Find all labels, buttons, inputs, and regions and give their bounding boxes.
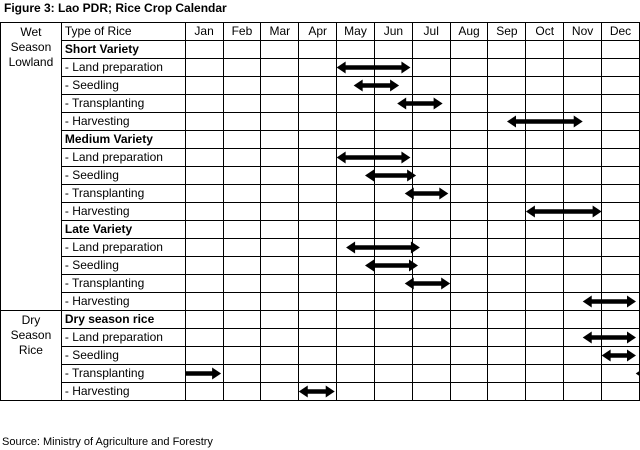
month-cell (602, 59, 640, 77)
month-cell (488, 77, 526, 95)
month-cell (526, 185, 564, 203)
activity-label: - Land preparation (61, 239, 185, 257)
month-cell (602, 203, 640, 221)
month-cell (564, 329, 602, 347)
month-cell (223, 257, 261, 275)
month-cell (602, 311, 640, 329)
month-cell (450, 329, 488, 347)
month-cell (223, 239, 261, 257)
month-cell (412, 59, 450, 77)
month-cell (261, 41, 299, 59)
month-cell (412, 257, 450, 275)
month-cell (299, 293, 337, 311)
month-cell (374, 203, 412, 221)
type-of-rice-header: Type of Rice (61, 23, 185, 41)
month-cell (450, 131, 488, 149)
month-cell (412, 221, 450, 239)
month-cell (261, 257, 299, 275)
month-cell (223, 41, 261, 59)
activity-row (1, 95, 640, 113)
activity-label: - Transplanting (61, 275, 185, 293)
month-cell (299, 221, 337, 239)
month-cell (488, 329, 526, 347)
month-cell (412, 347, 450, 365)
month-cell (299, 113, 337, 131)
month-cell (450, 167, 488, 185)
month-cell (299, 203, 337, 221)
month-cell (299, 365, 337, 383)
month-cell (299, 59, 337, 77)
month-cell (337, 113, 375, 131)
activity-row (1, 239, 640, 257)
month-cell (374, 329, 412, 347)
month-cell (185, 95, 223, 113)
month-cell (564, 383, 602, 401)
month-cell (450, 383, 488, 401)
month-cell (564, 77, 602, 95)
month-cell (412, 167, 450, 185)
month-cell (261, 167, 299, 185)
month-cell (374, 167, 412, 185)
activity-row (1, 347, 640, 365)
month-cell (602, 275, 640, 293)
month-cell (223, 347, 261, 365)
month-cell (261, 275, 299, 293)
activity-label: - Seedling (61, 167, 185, 185)
month-cell (374, 77, 412, 95)
activity-row (1, 257, 640, 275)
month-cell (185, 167, 223, 185)
activity-label: - Seedling (61, 347, 185, 365)
figure-title: Figure 3: Lao PDR; Rice Crop Calendar (4, 1, 227, 15)
month-cell (337, 77, 375, 95)
month-cell (337, 383, 375, 401)
month-cell (526, 77, 564, 95)
month-cell (602, 113, 640, 131)
month-cell (602, 167, 640, 185)
month-cell (564, 239, 602, 257)
activity-row (1, 113, 640, 131)
month-cell (526, 365, 564, 383)
activity-row (1, 59, 640, 77)
month-header-may: May (337, 23, 375, 41)
month-cell (374, 41, 412, 59)
month-cell (564, 149, 602, 167)
activity-row (1, 167, 640, 185)
month-cell (602, 185, 640, 203)
month-cell (261, 77, 299, 95)
month-cell (261, 239, 299, 257)
month-cell (488, 59, 526, 77)
month-cell (185, 293, 223, 311)
month-cell (450, 77, 488, 95)
activity-label: - Harvesting (61, 293, 185, 311)
month-header-mar: Mar (261, 23, 299, 41)
month-cell (526, 59, 564, 77)
variety-label: Dry season rice (61, 311, 185, 329)
month-cell (337, 365, 375, 383)
month-cell (450, 203, 488, 221)
month-cell (374, 293, 412, 311)
month-cell (374, 149, 412, 167)
month-cell (337, 221, 375, 239)
month-cell (526, 203, 564, 221)
crop-calendar-table (0, 22, 640, 401)
month-cell (185, 383, 223, 401)
month-cell (526, 95, 564, 113)
activity-label: - Land preparation (61, 149, 185, 167)
month-cell (185, 311, 223, 329)
month-header-sep: Sep (488, 23, 526, 41)
month-cell (526, 149, 564, 167)
month-header-feb: Feb (223, 23, 261, 41)
month-cell (261, 383, 299, 401)
season-label: Wet Season Lowland (1, 23, 62, 311)
month-cell (337, 257, 375, 275)
month-cell (412, 311, 450, 329)
month-cell (488, 257, 526, 275)
month-cell (299, 329, 337, 347)
month-cell (488, 113, 526, 131)
month-cell (526, 275, 564, 293)
month-cell (602, 221, 640, 239)
month-cell (185, 329, 223, 347)
month-cell (602, 239, 640, 257)
month-cell (564, 185, 602, 203)
month-cell (261, 221, 299, 239)
month-cell (299, 311, 337, 329)
month-cell (412, 329, 450, 347)
month-cell (223, 203, 261, 221)
activity-row (1, 293, 640, 311)
month-cell (374, 311, 412, 329)
month-cell (299, 77, 337, 95)
month-cell (185, 347, 223, 365)
month-header-nov: Nov (564, 23, 602, 41)
month-cell (602, 293, 640, 311)
month-cell (337, 167, 375, 185)
month-cell (261, 131, 299, 149)
month-cell (223, 131, 261, 149)
month-cell (488, 347, 526, 365)
season-label: Dry Season Rice (1, 311, 62, 401)
month-cell (299, 41, 337, 59)
month-cell (526, 347, 564, 365)
month-cell (299, 185, 337, 203)
month-cell (223, 149, 261, 167)
month-cell (602, 257, 640, 275)
month-cell (337, 41, 375, 59)
activity-label: - Transplanting (61, 185, 185, 203)
month-cell (526, 311, 564, 329)
month-cell (450, 275, 488, 293)
month-cell (488, 41, 526, 59)
source-note: Source: Ministry of Agriculture and Forestry (2, 436, 213, 448)
activity-row (1, 275, 640, 293)
month-cell (185, 365, 223, 383)
month-cell (374, 113, 412, 131)
month-cell (488, 131, 526, 149)
month-cell (526, 239, 564, 257)
month-cell (412, 185, 450, 203)
month-cell (450, 149, 488, 167)
month-cell (261, 329, 299, 347)
month-cell (412, 275, 450, 293)
month-cell (185, 41, 223, 59)
month-cell (412, 41, 450, 59)
month-cell (337, 59, 375, 77)
month-cell (526, 167, 564, 185)
month-cell (450, 113, 488, 131)
activity-row (1, 203, 640, 221)
month-header-aug: Aug (450, 23, 488, 41)
month-cell (337, 203, 375, 221)
month-cell (602, 347, 640, 365)
month-cell (337, 131, 375, 149)
month-cell (450, 293, 488, 311)
month-cell (261, 149, 299, 167)
month-cell (450, 311, 488, 329)
activity-row (1, 383, 640, 401)
month-cell (185, 203, 223, 221)
month-cell (450, 41, 488, 59)
month-cell (602, 77, 640, 95)
month-cell (337, 95, 375, 113)
month-cell (602, 149, 640, 167)
month-cell (450, 185, 488, 203)
month-cell (526, 293, 564, 311)
month-cell (185, 149, 223, 167)
month-cell (488, 185, 526, 203)
month-cell (223, 185, 261, 203)
month-cell (488, 365, 526, 383)
month-cell (602, 365, 640, 383)
month-cell (412, 131, 450, 149)
month-cell (602, 383, 640, 401)
activity-label: - Land preparation (61, 59, 185, 77)
month-cell (526, 257, 564, 275)
month-cell (526, 383, 564, 401)
month-cell (412, 383, 450, 401)
month-cell (602, 329, 640, 347)
month-cell (223, 329, 261, 347)
variety-label: Medium Variety (61, 131, 185, 149)
month-header-jul: Jul (412, 23, 450, 41)
month-cell (223, 221, 261, 239)
activity-label: - Harvesting (61, 203, 185, 221)
month-cell (564, 311, 602, 329)
month-cell (564, 347, 602, 365)
month-cell (564, 113, 602, 131)
month-cell (564, 59, 602, 77)
month-cell (526, 41, 564, 59)
month-cell (337, 239, 375, 257)
month-cell (374, 257, 412, 275)
month-header-jan: Jan (185, 23, 223, 41)
month-cell (526, 113, 564, 131)
month-cell (488, 383, 526, 401)
header-row (1, 23, 640, 41)
month-cell (526, 221, 564, 239)
month-cell (488, 275, 526, 293)
activity-label: - Land preparation (61, 329, 185, 347)
month-cell (374, 95, 412, 113)
month-cell (261, 95, 299, 113)
month-header-jun: Jun (374, 23, 412, 41)
month-cell (337, 293, 375, 311)
activity-row (1, 185, 640, 203)
month-cell (412, 77, 450, 95)
month-cell (374, 185, 412, 203)
month-cell (299, 131, 337, 149)
month-cell (412, 293, 450, 311)
group-row (1, 131, 640, 149)
month-cell (488, 239, 526, 257)
month-cell (223, 293, 261, 311)
month-cell (261, 113, 299, 131)
month-cell (185, 59, 223, 77)
month-cell (299, 257, 337, 275)
month-cell (261, 347, 299, 365)
month-cell (602, 95, 640, 113)
month-cell (299, 383, 337, 401)
month-cell (185, 257, 223, 275)
group-row (1, 41, 640, 59)
month-header-dec: Dec (602, 23, 640, 41)
month-cell (374, 365, 412, 383)
month-cell (374, 59, 412, 77)
month-cell (564, 95, 602, 113)
month-cell (374, 221, 412, 239)
month-cell (564, 203, 602, 221)
month-cell (412, 203, 450, 221)
month-cell (412, 239, 450, 257)
activity-label: - Seedling (61, 77, 185, 95)
month-cell (261, 311, 299, 329)
month-cell (412, 95, 450, 113)
month-cell (488, 293, 526, 311)
month-cell (299, 347, 337, 365)
month-cell (261, 59, 299, 77)
month-cell (450, 95, 488, 113)
activity-label: - Seedling (61, 257, 185, 275)
month-cell (412, 365, 450, 383)
month-cell (261, 203, 299, 221)
month-cell (450, 347, 488, 365)
month-cell (185, 221, 223, 239)
variety-label: Late Variety (61, 221, 185, 239)
month-cell (185, 185, 223, 203)
month-cell (564, 131, 602, 149)
month-cell (526, 131, 564, 149)
month-cell (185, 77, 223, 95)
month-cell (337, 149, 375, 167)
month-cell (488, 95, 526, 113)
month-cell (299, 275, 337, 293)
month-cell (450, 221, 488, 239)
month-cell (223, 59, 261, 77)
month-header-oct: Oct (526, 23, 564, 41)
month-cell (299, 239, 337, 257)
month-cell (223, 167, 261, 185)
month-header-apr: Apr (299, 23, 337, 41)
month-cell (450, 365, 488, 383)
month-cell (223, 77, 261, 95)
month-cell (488, 221, 526, 239)
activity-row (1, 149, 640, 167)
month-cell (564, 41, 602, 59)
month-cell (374, 131, 412, 149)
month-cell (374, 239, 412, 257)
month-cell (337, 329, 375, 347)
month-cell (450, 239, 488, 257)
month-cell (564, 257, 602, 275)
month-cell (488, 203, 526, 221)
month-cell (261, 293, 299, 311)
month-cell (450, 59, 488, 77)
month-cell (337, 185, 375, 203)
activity-label: - Harvesting (61, 383, 185, 401)
month-cell (337, 347, 375, 365)
month-cell (223, 95, 261, 113)
month-cell (564, 365, 602, 383)
month-cell (602, 131, 640, 149)
month-cell (412, 149, 450, 167)
month-cell (185, 113, 223, 131)
month-cell (564, 221, 602, 239)
month-cell (374, 275, 412, 293)
group-row (1, 311, 640, 329)
month-cell (299, 95, 337, 113)
variety-label: Short Variety (61, 41, 185, 59)
month-cell (488, 149, 526, 167)
month-cell (488, 311, 526, 329)
activity-row (1, 329, 640, 347)
activity-label: - Transplanting (61, 95, 185, 113)
month-cell (223, 311, 261, 329)
month-cell (223, 365, 261, 383)
activity-label: - Transplanting (61, 365, 185, 383)
month-cell (337, 275, 375, 293)
month-cell (488, 167, 526, 185)
month-cell (564, 293, 602, 311)
activity-row (1, 365, 640, 383)
month-cell (564, 275, 602, 293)
group-row (1, 221, 640, 239)
month-cell (337, 311, 375, 329)
month-cell (602, 41, 640, 59)
month-cell (374, 347, 412, 365)
month-cell (412, 113, 450, 131)
month-cell (526, 329, 564, 347)
month-cell (223, 113, 261, 131)
month-cell (450, 257, 488, 275)
activity-label: - Harvesting (61, 113, 185, 131)
month-cell (564, 167, 602, 185)
activity-row (1, 77, 640, 95)
month-cell (299, 167, 337, 185)
month-cell (261, 185, 299, 203)
month-cell (223, 383, 261, 401)
month-cell (185, 239, 223, 257)
month-cell (374, 383, 412, 401)
month-cell (299, 149, 337, 167)
month-cell (261, 365, 299, 383)
month-cell (223, 275, 261, 293)
month-cell (185, 131, 223, 149)
month-cell (185, 275, 223, 293)
